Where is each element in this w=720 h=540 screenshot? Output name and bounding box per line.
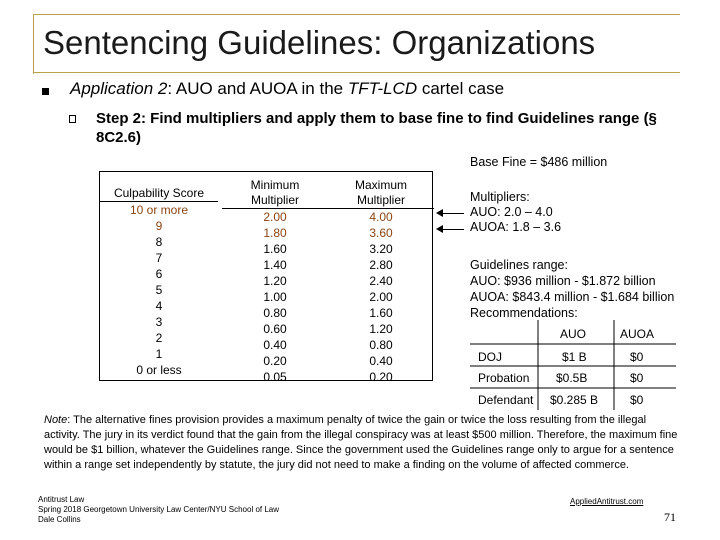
culpability-score-cell: 0 or less bbox=[136, 363, 182, 377]
minimum-multiplier-cell: 1.40 bbox=[263, 258, 287, 272]
rec-row-probation-auoa: $0 bbox=[630, 371, 644, 385]
maximum-column bbox=[328, 178, 434, 385]
footer-link[interactable]: AppliedAntitrust.com bbox=[570, 497, 644, 506]
range-auoa: AUOA: $843.4 million - $1.684 billion bbox=[470, 290, 675, 304]
multiplier-auoa: AUOA: 1.8 – 3.6 bbox=[470, 220, 562, 234]
footer-term: Spring 2018 Georgetown University Law Center/NYU School of Law bbox=[38, 505, 280, 514]
page-title: Sentencing Guidelines: Organizations bbox=[43, 24, 596, 61]
note-text: : The alternative fines provision provides a maximum penalty of twice the gain or twice the loss resulting from the illegal activity. The jury in its verdict found that the gain from the illegal conspiracy was at least $500 million. Therefore, the maximum fine would be $1 billion, whatever the Guidelines range. Since the government used the Guidelines range only to argue for a sentence within a range set independently by statute, the jury did not need to make a finding on the volume of affected commerce. bbox=[44, 414, 678, 471]
maximum-multiplier-cell: 3.20 bbox=[369, 242, 393, 256]
maximum-multiplier-cell: 2.00 bbox=[369, 290, 393, 304]
maximum-header-line2: Multiplier bbox=[356, 193, 405, 207]
minimum-multiplier-cell: 0.40 bbox=[263, 338, 287, 352]
maximum-multiplier-cell: 4.00 bbox=[328, 208, 434, 225]
note-label: Note bbox=[44, 414, 68, 426]
application-suffix: cartel case bbox=[417, 79, 505, 98]
maximum-multiplier-cell: 1.20 bbox=[369, 322, 393, 336]
culpability-score-cell: 10 or more bbox=[100, 201, 218, 218]
culpability-score-cell: 7 bbox=[155, 251, 163, 265]
bullet-application bbox=[70, 79, 504, 99]
title-underline bbox=[33, 72, 680, 73]
culpability-score-cell: 6 bbox=[155, 267, 163, 281]
minimum-multiplier-cell: 1.00 bbox=[263, 290, 287, 304]
application-label: Application 2 bbox=[70, 79, 168, 98]
rec-header-auoa: AUOA bbox=[620, 327, 655, 341]
rec-row-doj-label: DOJ bbox=[478, 350, 502, 364]
multipliers-block bbox=[470, 190, 561, 235]
multiplier-auo: AUO: 2.0 – 4.0 bbox=[470, 205, 553, 219]
hollow-square-bullet-icon bbox=[69, 115, 76, 123]
maximum-multiplier-cell: 2.40 bbox=[369, 274, 393, 288]
culpability-score-cell: 9 bbox=[155, 219, 163, 233]
minimum-multiplier-cell: 1.80 bbox=[263, 226, 287, 240]
rec-row-probation-auo: $0.5B bbox=[556, 371, 588, 385]
rec-header-auo: AUO bbox=[560, 327, 587, 341]
maximum-multiplier-cell: 0.80 bbox=[369, 338, 393, 352]
maximum-header-line1: Maximum bbox=[354, 178, 407, 192]
minimum-header-line2: Multiplier bbox=[250, 193, 299, 207]
guidelines-range-block bbox=[470, 257, 674, 321]
culpability-column bbox=[100, 186, 218, 378]
rec-row-defendant-auoa: $0 bbox=[630, 393, 644, 407]
footer-course-info bbox=[38, 495, 279, 525]
range-heading: Guidelines range: bbox=[470, 258, 568, 272]
multipliers-heading: Multipliers: bbox=[470, 190, 530, 204]
arrow-auo-icon bbox=[436, 209, 443, 217]
minimum-multiplier-cell: 0.05 bbox=[263, 370, 287, 384]
maximum-multiplier-cell: 0.20 bbox=[369, 370, 393, 384]
minimum-multiplier-cell: 0.80 bbox=[263, 306, 287, 320]
footer-course: Antitrust Law bbox=[38, 495, 85, 504]
maximum-multiplier-cell: 0.40 bbox=[369, 354, 393, 368]
rec-row-defendant-auo: $0.285 B bbox=[550, 393, 599, 407]
rec-row-doj-auoa: $0 bbox=[630, 350, 644, 364]
rec-row-doj-auo: $1 B bbox=[562, 350, 587, 364]
culpability-score-cell: 8 bbox=[155, 235, 163, 249]
square-bullet-icon bbox=[42, 88, 49, 95]
minimum-multiplier-cell: 0.60 bbox=[263, 322, 287, 336]
arrow-auoa-icon bbox=[436, 225, 443, 233]
rec-row-defendant-label: Defendant bbox=[478, 393, 534, 407]
minimum-column bbox=[222, 178, 328, 385]
recommendations-label: Recommendations: bbox=[470, 306, 578, 320]
culpability-score-cell: 5 bbox=[155, 283, 163, 297]
rec-row-probation-label: Probation bbox=[478, 371, 530, 385]
culpability-score-cell: 3 bbox=[155, 315, 163, 329]
range-auo: AUO: $936 million - $1.872 billion bbox=[470, 274, 656, 288]
culpability-score-cell: 2 bbox=[155, 331, 163, 345]
maximum-multiplier-cell: 3.60 bbox=[369, 226, 393, 240]
title-frame-left-rule bbox=[33, 14, 34, 74]
minimum-multiplier-cell: 1.60 bbox=[263, 242, 287, 256]
title-frame-top-rule bbox=[33, 14, 680, 15]
minimum-header-line1: Minimum bbox=[250, 178, 300, 192]
note-paragraph bbox=[44, 413, 679, 473]
base-fine: Base Fine = $486 million bbox=[470, 155, 608, 169]
culpability-score-cell: 1 bbox=[155, 347, 163, 361]
minimum-multiplier-cell: 2.00 bbox=[222, 208, 328, 225]
maximum-multiplier-cell: 2.80 bbox=[369, 258, 393, 272]
maximum-rows bbox=[328, 208, 434, 385]
maximum-multiplier-cell: 1.60 bbox=[369, 306, 393, 320]
case-name: TFT-LCD bbox=[347, 79, 418, 98]
bullet-step: Step 2: Find multipliers and apply them to base fine to find Guidelines range (§ 8C2.6) bbox=[96, 110, 657, 146]
minimum-rows bbox=[222, 208, 328, 385]
minimum-multiplier-cell: 1.20 bbox=[263, 274, 287, 288]
multiplier-table bbox=[99, 171, 433, 384]
page-number: 71 bbox=[664, 510, 676, 524]
application-middle: : AUO and AUOA in the bbox=[167, 79, 348, 98]
footer-author: Dale Collins bbox=[38, 515, 81, 524]
recommendations-table bbox=[470, 320, 676, 410]
minimum-multiplier-cell: 0.20 bbox=[263, 354, 287, 368]
culpability-rows bbox=[100, 201, 218, 378]
culpability-score-cell: 4 bbox=[155, 299, 163, 313]
culpability-header: Culpability Score bbox=[113, 186, 205, 200]
